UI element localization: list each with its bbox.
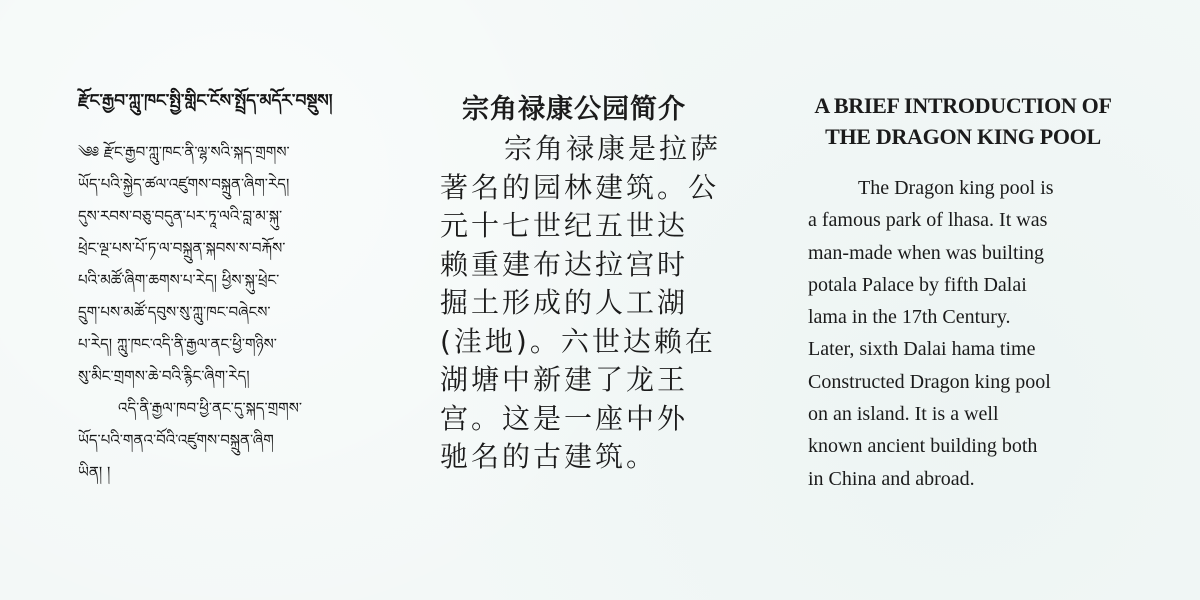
- chinese-line: 掘土形成的人工湖: [440, 286, 689, 319]
- chinese-line: 驰名的古建筑。: [440, 440, 658, 473]
- chinese-line: 宫。这是一座中外: [440, 401, 689, 435]
- english-body: [808, 172, 1118, 495]
- tibetan-line: ཕྲེང་ལྔ་པས་པོ་ཏ་ལ་བསྐྲུན་སྐབས་ས་བརྐོས་: [78, 238, 286, 257]
- english-line: The Dragon king pool is: [858, 177, 1054, 199]
- english-line: on an island. It is a well: [808, 403, 999, 426]
- chinese-column: [440, 90, 755, 477]
- tibetan-line: དྲུག་པས་མཚོ་དབུས་སུ་ཀླུ་ཁང་བཞེངས་: [78, 302, 271, 321]
- english-title-line-1: A BRIEF INTRODUCTION OF: [814, 93, 1112, 118]
- english-line: in China and abroad.: [808, 467, 975, 490]
- chinese-body: [440, 130, 755, 477]
- chinese-line: 著名的园林建筑。公: [440, 170, 720, 204]
- english-line: potala Palace by fifth Dalai: [808, 273, 1027, 296]
- tibetan-column: [78, 90, 378, 488]
- tibetan-line: དུས་རབས་བཅུ་བདུན་པར་ཏཱ་ལའི་བླ་མ་སྐུ་: [78, 206, 283, 225]
- chinese-line: 赖重建布达拉宫时: [440, 247, 689, 281]
- english-line: Later, sixth Dalai hama time: [808, 338, 1036, 361]
- tibetan-line: ༄༅ རྫོང་རྒྱབ་ཀླུ་ཁང་ནི་ལྷ་སའི་སྐད་གྲགས་: [78, 142, 290, 161]
- chinese-title: 宗角禄康公园简介: [462, 94, 686, 125]
- tibetan-line: པ་རེད། ཀླུ་ཁང་འདི་ནི་རྒྱལ་ནང་ཕྱི་གཉིས་: [78, 334, 277, 353]
- tibetan-line: ཡོད་པའི་གནའ་བོའི་འཛུགས་བསྐྲུན་ཞིག: [78, 430, 274, 449]
- english-line: Constructed Dragon king pool: [808, 370, 1051, 393]
- tibetan-line: སུ་མིང་གྲགས་ཆེ་བའི་རྙིང་ཞིག་རེད།: [78, 366, 250, 385]
- chinese-line: 湖塘中新建了龙王: [440, 363, 689, 396]
- english-column: [808, 90, 1118, 495]
- tibetan-line: འདི་ནི་རྒྱལ་ཁབ་ཕྱི་ནང་དུ་སྐད་གྲགས་: [118, 398, 303, 417]
- english-line: a famous park of lhasa. It was: [808, 209, 1048, 232]
- tibetan-line: ཡོད་པའི་སྐྱེད་ཚལ་འཛུགས་བསྐྲུན་ཞིག་རེད།: [78, 174, 290, 193]
- chinese-line: (洼地)。六世达赖在: [440, 324, 716, 358]
- english-line: man-made when was builting: [808, 241, 1045, 264]
- chinese-line: 宗角禄康是拉萨: [504, 132, 722, 165]
- english-title-line-2: THE DRAGON KING POOL: [825, 124, 1101, 149]
- tibetan-title: རྫོང་རྒྱབ་ཀླུ་ཁང་སྤྱི་གླིང་ངོས་སྤྲོད་མདོར་བསྡུས།: [78, 91, 333, 111]
- tibetan-body: [78, 136, 378, 488]
- tibetan-line: པའི་མཚོ་ཞིག་ཆགས་པ་རེད། ཕྱིས་སྐུ་ཕྲེང་: [78, 270, 280, 289]
- english-line: lama in the 17th Century.: [808, 306, 1011, 329]
- english-line: known ancient building both: [808, 435, 1038, 458]
- tibetan-line: ཡིན། །: [78, 462, 111, 481]
- chinese-line: 元十七世纪五世达: [440, 209, 689, 242]
- english-title: [808, 90, 1118, 152]
